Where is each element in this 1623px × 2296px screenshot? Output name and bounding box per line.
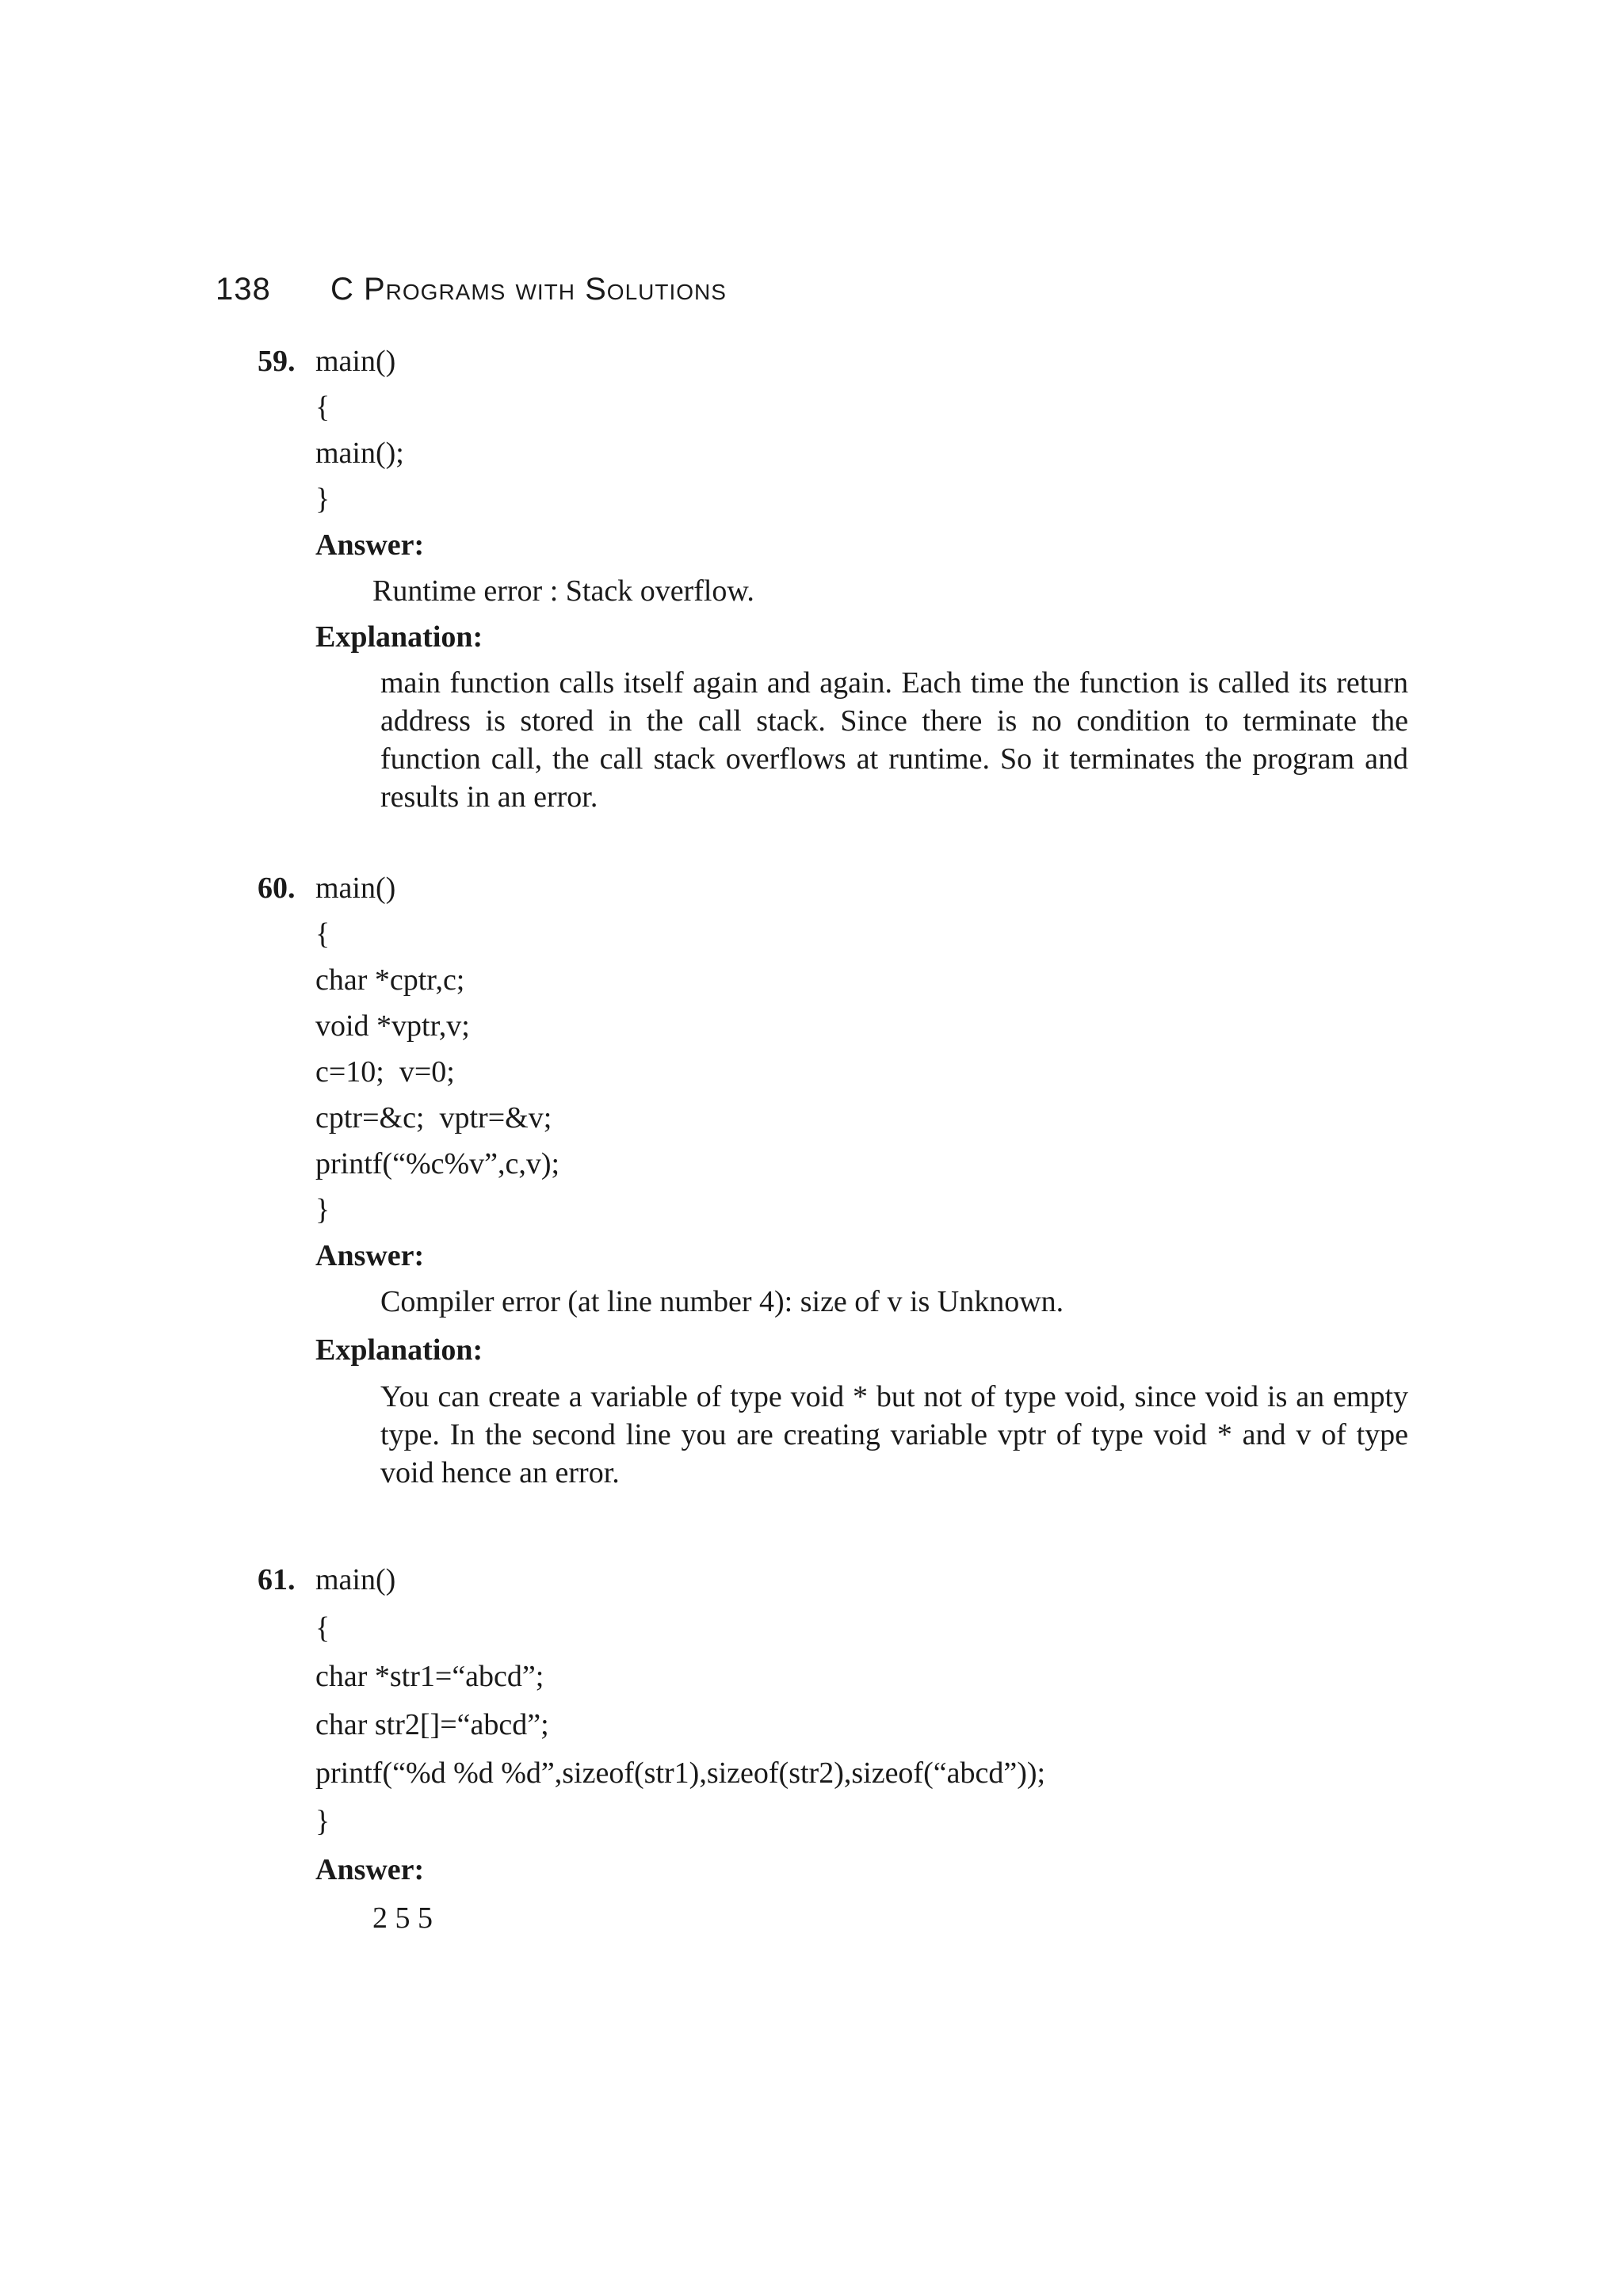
answer-label: Answer:	[315, 1853, 425, 1886]
code-line: }	[315, 1805, 330, 1838]
code-line: char str2[]=“abcd”;	[315, 1708, 549, 1741]
answer-text: Runtime error : Stack overflow.	[372, 574, 754, 608]
answer-text: 2 5 5	[372, 1901, 433, 1935]
explanation-label: Explanation:	[315, 1333, 483, 1367]
code-line: char *cptr,c;	[315, 963, 465, 997]
page-number: 138	[216, 272, 271, 307]
code-line: {	[315, 917, 330, 951]
code-line: main()	[315, 345, 396, 378]
code-line: void *vptr,v;	[315, 1009, 470, 1043]
code-line: {	[315, 1611, 330, 1645]
code-line: printf(“%d %d %d”,sizeof(str1),sizeof(str2),sizeof(“abcd”));	[315, 1756, 1046, 1790]
question-number: 61.	[258, 1563, 296, 1596]
explanation-text: You can create a variable of type void * but not of type void, since void is an empty type. In the second line you are creating variable vptr of type void * and v of type void hence an error.	[380, 1380, 1408, 1489]
book-title: C Programs with Solutions	[330, 272, 727, 307]
code-line: printf(“%c%v”,c,v);	[315, 1147, 560, 1180]
explanation-text: main function calls itself again and again. Each time the function is called its return address is stored in the call stack. Since there is no condition to terminate the function call, the call stack overflows at runtime. So it terminates the program and results in an error.	[380, 666, 1408, 814]
code-line: main();	[315, 437, 404, 470]
question-number: 60.	[258, 871, 296, 905]
answer-text: Compiler error (at line number 4): size of v is Unknown.	[380, 1285, 1064, 1318]
question-number: 59.	[258, 345, 296, 378]
code-line: main()	[315, 871, 396, 905]
code-line: main()	[315, 1563, 396, 1596]
code-line: cptr=&c; vptr=&v;	[315, 1101, 552, 1135]
explanation-label: Explanation:	[315, 620, 483, 654]
code-line: char *str1=“abcd”;	[315, 1660, 544, 1693]
code-line: }	[315, 482, 330, 516]
code-line: {	[315, 391, 330, 424]
code-line: }	[315, 1193, 330, 1226]
running-header	[216, 272, 727, 319]
answer-label: Answer:	[315, 1239, 425, 1272]
answer-label: Answer:	[315, 528, 425, 562]
code-line: c=10; v=0;	[315, 1055, 455, 1089]
